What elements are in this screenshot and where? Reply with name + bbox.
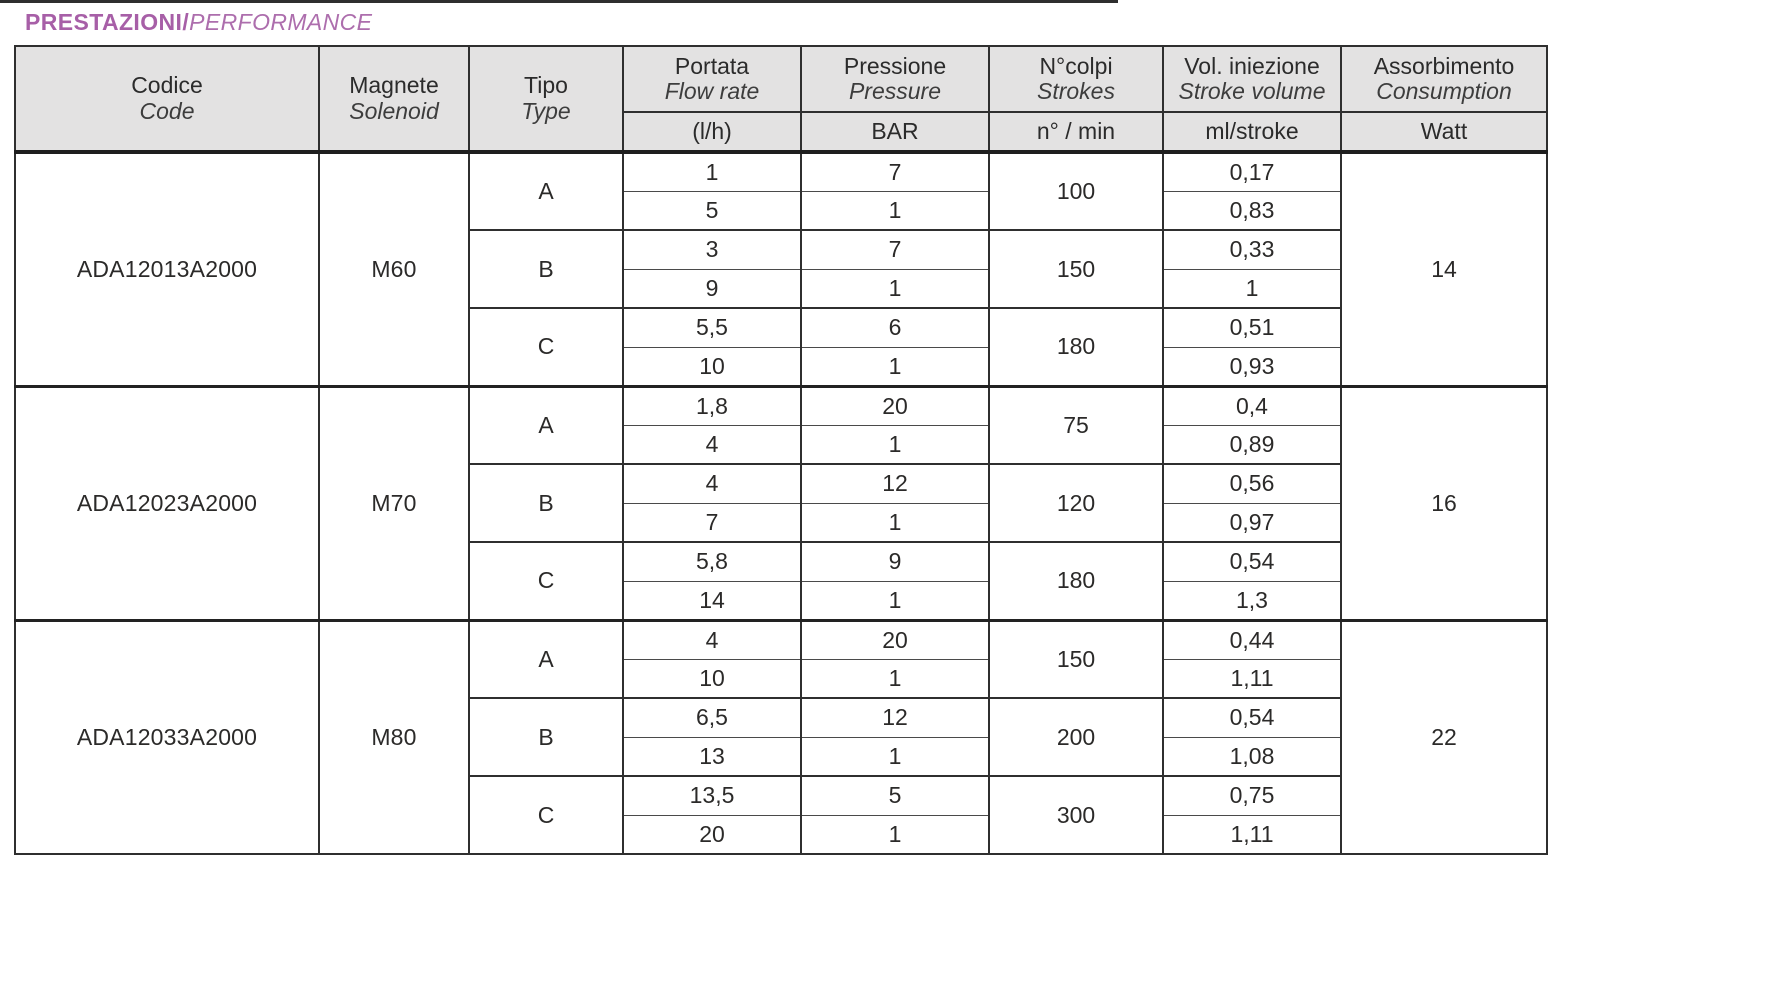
col-header-vol-iniezione	[1163, 46, 1341, 112]
table-body	[15, 152, 1547, 854]
header-label-it: Tipo	[524, 72, 568, 99]
flow-value: 4	[623, 620, 801, 659]
flow-value: 13	[623, 737, 801, 776]
flow-value: 7	[623, 503, 801, 542]
flow-value: 10	[623, 347, 801, 386]
table-row	[15, 386, 1547, 425]
volume-value: 0,93	[1163, 347, 1341, 386]
header-label-en: Code	[139, 97, 195, 124]
header-label-en: Consumption	[1376, 78, 1512, 104]
strokes-value: 150	[989, 230, 1163, 308]
flow-value: 5,5	[623, 308, 801, 347]
type-label: C	[469, 776, 623, 854]
performance-table	[14, 45, 1548, 855]
product-solenoid: M70	[319, 386, 469, 620]
watt-value: 16	[1341, 386, 1547, 620]
strokes-value: 120	[989, 464, 1163, 542]
type-label: A	[469, 620, 623, 698]
title-separator: /	[182, 9, 190, 35]
pressure-value: 1	[801, 191, 989, 230]
pressure-value: 1	[801, 815, 989, 854]
header-label-en: Solenoid	[349, 97, 439, 124]
table-header	[15, 46, 1547, 152]
pressure-value: 1	[801, 737, 989, 776]
strokes-value: 200	[989, 698, 1163, 776]
flow-value: 20	[623, 815, 801, 854]
volume-value: 0,51	[1163, 308, 1341, 347]
col-unit-pressione: BAR	[801, 112, 989, 152]
type-label: A	[469, 386, 623, 464]
header-label-it: Vol. iniezione	[1184, 52, 1320, 79]
strokes-value: 100	[989, 152, 1163, 230]
pressure-value: 6	[801, 308, 989, 347]
volume-value: 0,44	[1163, 620, 1341, 659]
col-unit-colpi: n° / min	[989, 112, 1163, 152]
pressure-value: 12	[801, 698, 989, 737]
watt-value: 22	[1341, 620, 1547, 854]
product-solenoid: M60	[319, 152, 469, 386]
volume-value: 1	[1163, 269, 1341, 308]
pressure-value: 1	[801, 659, 989, 698]
pressure-value: 1	[801, 347, 989, 386]
pressure-value: 9	[801, 542, 989, 581]
header-label-it: Pressione	[843, 52, 947, 79]
scan-artifact-line	[0, 0, 1118, 3]
type-label: C	[469, 308, 623, 386]
volume-value: 0,17	[1163, 152, 1341, 191]
volume-value: 0,97	[1163, 503, 1341, 542]
product-code: ADA12033A2000	[15, 620, 319, 854]
strokes-value: 150	[989, 620, 1163, 698]
pressure-value: 7	[801, 230, 989, 269]
product-solenoid: M80	[319, 620, 469, 854]
col-header-codice	[15, 46, 319, 152]
col-header-magnete	[319, 46, 469, 152]
strokes-value: 180	[989, 308, 1163, 386]
table-row	[15, 152, 1547, 191]
flow-value: 4	[623, 464, 801, 503]
strokes-value: 180	[989, 542, 1163, 620]
flow-value: 5	[623, 191, 801, 230]
volume-value: 1,11	[1163, 815, 1341, 854]
flow-value: 6,5	[623, 698, 801, 737]
type-label: A	[469, 152, 623, 230]
header-label-en: Stroke volume	[1178, 78, 1326, 104]
volume-value: 0,54	[1163, 542, 1341, 581]
header-label-en: Flow rate	[664, 78, 760, 104]
title-english: PERFORMANCE	[189, 9, 373, 35]
strokes-value: 75	[989, 386, 1163, 464]
col-unit-assorbimento: Watt	[1341, 112, 1547, 152]
type-label: B	[469, 464, 623, 542]
col-header-pressione	[801, 46, 989, 112]
pressure-value: 20	[801, 620, 989, 659]
header-row-labels	[15, 46, 1547, 112]
volume-value: 0,83	[1163, 191, 1341, 230]
volume-value: 0,75	[1163, 776, 1341, 815]
flow-value: 1	[623, 152, 801, 191]
type-label: B	[469, 230, 623, 308]
flow-value: 4	[623, 425, 801, 464]
flow-value: 10	[623, 659, 801, 698]
pressure-value: 1	[801, 269, 989, 308]
type-label: C	[469, 542, 623, 620]
volume-value: 1,11	[1163, 659, 1341, 698]
pressure-value: 5	[801, 776, 989, 815]
volume-value: 0,56	[1163, 464, 1341, 503]
volume-value: 0,89	[1163, 425, 1341, 464]
volume-value: 0,33	[1163, 230, 1341, 269]
volume-value: 0,54	[1163, 698, 1341, 737]
volume-value: 1,3	[1163, 581, 1341, 620]
type-label: B	[469, 698, 623, 776]
col-header-tipo	[469, 46, 623, 152]
pressure-value: 7	[801, 152, 989, 191]
strokes-value: 300	[989, 776, 1163, 854]
flow-value: 9	[623, 269, 801, 308]
header-label-it: Codice	[131, 72, 203, 99]
pressure-value: 1	[801, 503, 989, 542]
flow-value: 5,8	[623, 542, 801, 581]
pressure-value: 1	[801, 425, 989, 464]
flow-value: 3	[623, 230, 801, 269]
watt-value: 14	[1341, 152, 1547, 386]
flow-value: 14	[623, 581, 801, 620]
pressure-value: 20	[801, 386, 989, 425]
pressure-value: 1	[801, 581, 989, 620]
header-label-it: Magnete	[349, 72, 439, 99]
col-header-colpi	[989, 46, 1163, 112]
product-code: ADA12023A2000	[15, 386, 319, 620]
pressure-value: 12	[801, 464, 989, 503]
header-label-en: Strokes	[1037, 78, 1115, 104]
flow-value: 13,5	[623, 776, 801, 815]
header-label-it: Assorbimento	[1373, 52, 1515, 79]
product-code: ADA12013A2000	[15, 152, 319, 386]
title-italian: PRESTAZIONI	[25, 9, 183, 35]
volume-value: 1,08	[1163, 737, 1341, 776]
header-label-en: Pressure	[848, 78, 942, 104]
table-row	[15, 620, 1547, 659]
header-label-it: Portata	[674, 52, 750, 79]
page-title	[25, 9, 1770, 36]
volume-value: 0,4	[1163, 386, 1341, 425]
col-header-assorbimento	[1341, 46, 1547, 112]
col-unit-portata: (l/h)	[623, 112, 801, 152]
header-label-it: N°colpi	[1039, 52, 1113, 79]
col-unit-vol-iniezione: ml/stroke	[1163, 112, 1341, 152]
col-header-portata	[623, 46, 801, 112]
flow-value: 1,8	[623, 386, 801, 425]
header-label-en: Type	[521, 97, 571, 124]
